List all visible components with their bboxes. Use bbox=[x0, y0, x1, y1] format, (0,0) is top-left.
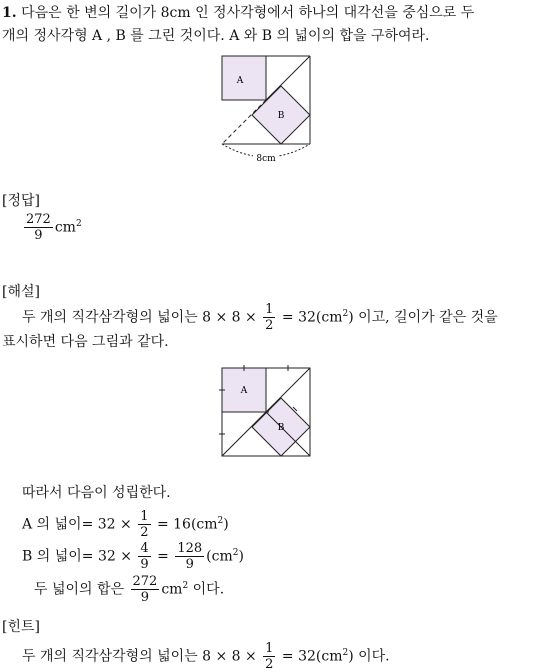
explanation-heading: [해설] bbox=[2, 284, 40, 300]
explanation-line-2: 표시하면 다음 그림과 같다. bbox=[2, 334, 169, 350]
answer-value: $\frac{272}{9}$ $cm^2$ bbox=[26, 212, 82, 243]
problem-line-1 bbox=[2, 4, 474, 22]
answer-heading: [정답] bbox=[2, 193, 40, 209]
problem-number: 1. bbox=[2, 5, 17, 21]
square-a bbox=[222, 56, 266, 100]
dimension-label: 8cm bbox=[256, 154, 276, 164]
explanation-line-3: 따라서 다음이 성립한다. bbox=[22, 485, 171, 501]
area-sum-line: 두 넓이의 합은 $\frac{272}{9}$ $cm^2$ 이다. bbox=[34, 574, 225, 605]
area-a-line: A 의 넓이= 32 × $\frac{1}{2}$ = $16(cm^2)$ bbox=[22, 509, 229, 540]
figure-2 bbox=[218, 366, 318, 466]
hint-heading: [힌트] bbox=[2, 619, 40, 635]
hint-line: 두 개의 직각삼각형의 넓이는 8 × 8 × $\frac{1}{2}$ = $32(cm^2)$ 이다. bbox=[22, 641, 390, 672]
answer-fraction: $\frac{272}{9}$ bbox=[26, 212, 51, 243]
problem-text-1: 다음은 한 변의 길이가 8cm 인 정사각형에서 하나의 대각선을 중심으로 두 bbox=[21, 5, 475, 21]
label-b: B bbox=[277, 111, 285, 121]
label-a: A bbox=[236, 76, 244, 86]
area-b-line: B 의 넓이= 32 × $\frac{4}{9}$ = $\frac{128}{9}$ $(cm^2)$ bbox=[22, 541, 244, 572]
label-a: A bbox=[240, 386, 248, 396]
label-b: B bbox=[277, 423, 285, 433]
figure-1 bbox=[210, 52, 330, 172]
problem-text-2: 개의 정사각형 A , B 를 그린 것이다. A 와 B 의 넓이의 합을 구하여라. bbox=[2, 28, 430, 44]
explanation-line-1: 두 개의 직각삼각형의 넓이는 8 × 8 × $\frac{1}{2}$ = $32(cm^2)$ 이고, 길이가 같은 것을 bbox=[22, 302, 498, 333]
